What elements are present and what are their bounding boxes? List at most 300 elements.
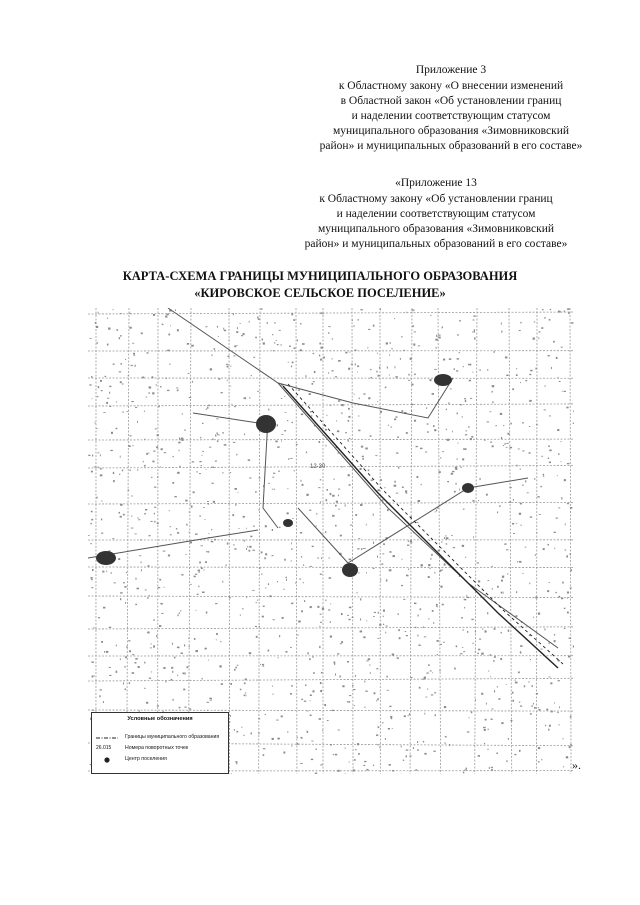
- terrain-speck: [520, 503, 522, 505]
- terrain-speck: [360, 618, 361, 620]
- terrain-speck: [434, 692, 436, 693]
- terrain-speck: [100, 468, 102, 469]
- terrain-speck: [554, 702, 555, 703]
- terrain-speck: [91, 376, 93, 378]
- terrain-speck: [559, 381, 561, 382]
- boundary-line-icon: [96, 734, 118, 742]
- legend-title: Условные обозначения: [127, 716, 193, 722]
- terrain-speck: [220, 641, 221, 642]
- terrain-speck: [406, 750, 409, 751]
- terrain-speck: [208, 551, 209, 553]
- terrain-speck: [170, 526, 172, 527]
- terrain-speck: [492, 709, 494, 710]
- terrain-speck: [395, 416, 397, 417]
- terrain-speck: [102, 500, 103, 501]
- terrain-speck: [436, 604, 438, 606]
- terrain-speck: [179, 438, 180, 440]
- terrain-speck: [436, 335, 437, 337]
- terrain-speck: [339, 675, 340, 677]
- terrain-speck: [353, 325, 354, 326]
- terrain-speck: [501, 580, 503, 582]
- terrain-speck: [197, 471, 198, 472]
- terrain-speck: [154, 487, 156, 488]
- terrain-speck: [168, 555, 170, 557]
- terrain-speck: [434, 572, 435, 574]
- terrain-speck: [433, 751, 435, 752]
- terrain-speck: [534, 478, 535, 480]
- terrain-speck: [385, 632, 386, 634]
- terrain-speck: [320, 690, 322, 692]
- terrain-speck: [332, 710, 334, 711]
- terrain-speck: [561, 461, 562, 462]
- terrain-speck: [529, 452, 531, 454]
- terrain-speck: [561, 497, 562, 499]
- terrain-speck: [272, 477, 274, 478]
- terrain-speck: [327, 489, 329, 491]
- field-line: [88, 710, 574, 711]
- terrain-speck: [101, 519, 102, 521]
- terrain-speck: [463, 651, 465, 652]
- terrain-speck: [93, 627, 94, 628]
- terrain-speck: [330, 744, 332, 746]
- terrain-speck: [151, 672, 152, 673]
- terrain-speck: [363, 548, 366, 549]
- terrain-speck: [387, 690, 389, 691]
- terrain-speck: [497, 512, 498, 514]
- terrain-speck: [129, 682, 130, 684]
- terrain-speck: [423, 741, 424, 743]
- terrain-speck: [497, 686, 498, 687]
- terrain-speck: [338, 489, 340, 490]
- terrain-speck: [335, 376, 337, 377]
- terrain-speck: [537, 496, 539, 497]
- terrain-speck: [155, 428, 157, 429]
- terrain-speck: [566, 555, 568, 557]
- terrain-speck: [189, 532, 190, 533]
- terrain-speck: [462, 416, 463, 417]
- terrain-speck: [533, 703, 534, 704]
- terrain-speck: [172, 671, 173, 673]
- terrain-speck: [513, 499, 514, 501]
- terrain-speck: [523, 573, 524, 574]
- terrain-speck: [297, 339, 298, 341]
- terrain-speck: [267, 322, 268, 324]
- terrain-speck: [395, 376, 397, 378]
- terrain-speck: [152, 461, 154, 463]
- terrain-speck: [429, 540, 430, 541]
- terrain-speck: [298, 621, 301, 623]
- terrain-speck: [484, 729, 486, 731]
- terrain-speck: [530, 516, 532, 517]
- terrain-speck: [338, 495, 339, 497]
- terrain-speck: [570, 553, 571, 555]
- terrain-speck: [260, 664, 261, 665]
- terrain-speck: [436, 606, 437, 607]
- terrain-speck: [424, 636, 427, 637]
- terrain-speck: [251, 375, 252, 376]
- terrain-speck: [258, 718, 260, 719]
- terrain-speck: [144, 662, 145, 664]
- terrain-speck: [473, 536, 474, 537]
- terrain-speck: [315, 773, 317, 774]
- terrain-speck: [320, 539, 321, 540]
- terrain-speck: [290, 693, 292, 695]
- terrain-speck: [558, 453, 559, 455]
- terrain-speck: [124, 586, 126, 588]
- settlement: [96, 551, 116, 565]
- terrain-speck: [90, 523, 92, 524]
- terrain-speck: [357, 743, 359, 745]
- terrain-speck: [194, 638, 196, 640]
- terrain-speck: [277, 581, 278, 582]
- terrain-speck: [520, 525, 522, 526]
- terrain-speck: [540, 486, 542, 487]
- terrain-speck: [383, 624, 384, 625]
- terrain-speck: [132, 445, 133, 446]
- terrain-speck: [393, 555, 396, 557]
- terrain-speck: [324, 704, 326, 706]
- terrain-speck: [406, 432, 408, 434]
- terrain-speck: [419, 687, 421, 689]
- terrain-speck: [207, 710, 208, 711]
- terrain-speck: [374, 612, 376, 613]
- terrain-speck: [357, 372, 358, 373]
- terrain-speck: [279, 635, 280, 637]
- terrain-speck: [360, 631, 363, 633]
- terrain-speck: [325, 429, 327, 431]
- terrain-speck: [444, 563, 446, 565]
- terrain-speck: [389, 354, 390, 355]
- terrain-speck: [227, 543, 229, 545]
- terrain-speck: [373, 542, 374, 544]
- terrain-speck: [109, 627, 112, 628]
- terrain-speck: [426, 673, 428, 674]
- terrain-speck: [234, 345, 236, 347]
- terrain-speck: [289, 346, 291, 347]
- terrain-speck: [490, 654, 492, 656]
- terrain-speck: [464, 599, 467, 600]
- road: [263, 418, 278, 528]
- terrain-speck: [174, 496, 176, 497]
- terrain-speck: [175, 309, 176, 311]
- terrain-speck: [230, 386, 231, 387]
- terrain-speck: [307, 652, 308, 654]
- terrain-speck: [471, 436, 473, 438]
- terrain-speck: [309, 510, 311, 511]
- terrain-speck: [313, 690, 315, 692]
- terrain-speck: [329, 557, 330, 559]
- terrain-speck: [288, 362, 289, 363]
- terrain-speck: [229, 597, 231, 599]
- legend-point-code: 26.015: [96, 745, 112, 751]
- terrain-speck: [303, 564, 304, 566]
- terrain-speck: [517, 561, 518, 563]
- terrain-speck: [430, 315, 431, 316]
- terrain-speck: [196, 610, 197, 611]
- terrain-speck: [562, 391, 563, 392]
- terrain-speck: [310, 566, 312, 567]
- terrain-speck: [332, 338, 333, 339]
- terrain-speck: [133, 353, 135, 355]
- terrain-speck: [284, 430, 286, 431]
- terrain-speck: [295, 582, 296, 583]
- terrain-speck: [349, 701, 350, 703]
- terrain-speck: [126, 572, 127, 573]
- terrain-speck: [176, 388, 178, 389]
- terrain-speck: [94, 675, 95, 676]
- terrain-speck: [498, 698, 500, 700]
- terrain-speck: [529, 400, 532, 402]
- terrain-speck: [131, 516, 132, 517]
- terrain-speck: [224, 330, 226, 332]
- terrain-speck: [217, 432, 218, 434]
- terrain-speck: [570, 744, 572, 746]
- terrain-speck: [349, 484, 351, 486]
- terrain-speck: [92, 398, 93, 399]
- terrain-speck: [447, 481, 449, 482]
- terrain-speck: [368, 397, 370, 399]
- terrain-speck: [145, 509, 147, 511]
- terrain-speck: [157, 706, 159, 707]
- terrain-speck: [290, 458, 292, 459]
- terrain-speck: [465, 434, 467, 435]
- terrain-speck: [116, 329, 118, 331]
- terrain-speck: [118, 558, 120, 560]
- terrain-speck: [329, 577, 332, 579]
- terrain-speck: [348, 474, 350, 476]
- terrain-speck: [172, 482, 174, 484]
- terrain-speck: [497, 586, 499, 588]
- terrain-speck: [243, 735, 244, 736]
- terrain-speck: [373, 568, 375, 569]
- terrain-speck: [332, 358, 333, 359]
- terrain-speck: [284, 396, 285, 397]
- terrain-speck: [538, 761, 540, 762]
- terrain-speck: [446, 409, 447, 410]
- terrain-speck: [210, 368, 212, 370]
- terrain-speck: [109, 667, 111, 668]
- terrain-speck: [160, 603, 162, 605]
- terrain-speck: [488, 749, 489, 750]
- terrain-speck: [355, 749, 357, 750]
- terrain-speck: [430, 379, 432, 381]
- terrain-speck: [95, 422, 96, 423]
- terrain-speck: [286, 579, 287, 581]
- terrain-speck: [334, 664, 335, 665]
- terrain-speck: [228, 356, 230, 357]
- terrain-speck: [566, 407, 568, 409]
- terrain-speck: [97, 452, 99, 453]
- terrain-speck: [129, 445, 131, 447]
- terrain-speck: [549, 582, 550, 583]
- terrain-speck: [92, 455, 93, 457]
- terrain-speck: [445, 736, 447, 737]
- terrain-speck: [273, 473, 275, 474]
- terrain-speck: [573, 411, 574, 412]
- terrain-speck: [302, 343, 305, 345]
- terrain-speck: [470, 364, 471, 366]
- terrain-speck: [329, 350, 330, 351]
- terrain-speck: [243, 516, 245, 518]
- terrain-speck: [148, 565, 150, 567]
- terrain-speck: [360, 598, 361, 600]
- terrain-speck: [519, 330, 521, 331]
- terrain-speck: [164, 587, 165, 588]
- terrain-speck: [158, 406, 160, 407]
- terrain-speck: [177, 647, 180, 649]
- terrain-speck: [153, 314, 155, 316]
- terrain-speck: [326, 445, 327, 447]
- terrain-speck: [293, 319, 295, 321]
- terrain-speck: [471, 619, 473, 620]
- terrain-speck: [453, 547, 456, 548]
- terrain-speck: [459, 320, 461, 322]
- terrain-speck: [179, 612, 180, 613]
- terrain-speck: [352, 685, 354, 686]
- terrain-speck: [536, 532, 537, 533]
- terrain-speck: [249, 546, 251, 548]
- terrain-speck: [242, 608, 244, 609]
- terrain-speck: [153, 645, 155, 647]
- terrain-speck: [391, 718, 393, 719]
- terrain-speck: [501, 632, 502, 634]
- terrain-speck: [516, 374, 518, 376]
- terrain-speck: [538, 337, 539, 339]
- terrain-speck: [371, 480, 373, 481]
- terrain-speck: [454, 668, 455, 670]
- legend-item-point-numbers: [96, 745, 225, 753]
- terrain-speck: [398, 467, 399, 469]
- terrain-speck: [123, 411, 124, 413]
- terrain-speck: [167, 350, 170, 352]
- terrain-speck: [500, 413, 502, 415]
- terrain-speck: [366, 524, 367, 526]
- terrain-speck: [368, 470, 369, 472]
- terrain-speck: [530, 659, 531, 660]
- terrain-speck: [144, 411, 145, 412]
- terrain-speck: [457, 358, 459, 360]
- terrain-speck: [190, 542, 193, 544]
- terrain-speck: [277, 738, 280, 740]
- terrain-speck: [410, 542, 412, 543]
- terrain-speck: [211, 541, 213, 542]
- terrain-speck: [460, 653, 463, 654]
- terrain-speck: [135, 604, 137, 605]
- terrain-speck: [391, 427, 393, 428]
- terrain-speck: [152, 376, 154, 378]
- terrain-speck: [168, 334, 170, 336]
- terrain-speck: [472, 500, 474, 501]
- terrain-speck: [397, 436, 399, 438]
- terrain-speck: [492, 401, 493, 403]
- terrain-speck: [135, 534, 137, 535]
- terrain-speck: [230, 715, 231, 717]
- terrain-speck: [234, 729, 235, 731]
- terrain-speck: [455, 467, 458, 469]
- terrain-speck: [202, 592, 205, 594]
- terrain-speck: [158, 587, 161, 588]
- terrain-speck: [370, 672, 371, 673]
- terrain-speck: [325, 600, 326, 602]
- terrain-speck: [451, 535, 453, 536]
- terrain-speck: [251, 733, 253, 735]
- terrain-speck: [249, 321, 250, 323]
- terrain-speck: [189, 512, 190, 513]
- terrain-speck: [541, 327, 543, 329]
- terrain-speck: [182, 413, 183, 414]
- terrain-speck: [354, 759, 356, 761]
- terrain-speck: [569, 638, 571, 639]
- terrain-speck: [120, 363, 122, 364]
- field-line: [88, 502, 574, 504]
- terrain-speck: [273, 350, 275, 351]
- terrain-speck: [505, 357, 508, 359]
- terrain-speck: [320, 501, 321, 503]
- terrain-speck: [388, 728, 390, 730]
- terrain-speck: [144, 465, 146, 467]
- terrain-speck: [309, 393, 311, 395]
- terrain-speck: [261, 574, 262, 575]
- terrain-speck: [421, 484, 422, 485]
- terrain-speck: [245, 695, 246, 697]
- terrain-speck: [507, 433, 509, 435]
- terrain-speck: [257, 600, 258, 601]
- terrain-speck: [514, 754, 516, 755]
- terrain-speck: [128, 640, 130, 641]
- terrain-speck: [446, 429, 447, 430]
- legend-label: Границы муниципального образования: [125, 734, 220, 740]
- terrain-speck: [548, 440, 549, 441]
- terrain-speck: [215, 603, 217, 604]
- terrain-speck: [243, 333, 245, 335]
- terrain-speck: [355, 675, 356, 677]
- terrain-speck: [535, 597, 537, 599]
- terrain-speck: [461, 617, 463, 619]
- terrain-speck: [98, 312, 99, 314]
- terrain-speck: [108, 328, 110, 330]
- terrain-speck: [463, 366, 464, 367]
- terrain-speck: [287, 731, 288, 733]
- terrain-speck: [281, 398, 283, 399]
- terrain-speck: [414, 331, 416, 332]
- terrain-speck: [454, 491, 456, 493]
- terrain-speck: [464, 398, 466, 399]
- terrain-speck: [191, 506, 193, 508]
- terrain-speck: [127, 411, 129, 412]
- terrain-speck: [438, 550, 440, 552]
- terrain-speck: [278, 471, 279, 472]
- terrain-speck: [492, 391, 493, 392]
- terrain-speck: [389, 551, 391, 553]
- terrain-speck: [218, 336, 219, 337]
- terrain-speck: [301, 610, 303, 612]
- terrain-speck: [316, 748, 317, 750]
- terrain-speck: [274, 489, 275, 490]
- terrain-speck: [227, 380, 228, 381]
- terrain-speck: [135, 662, 137, 664]
- terrain-speck: [554, 640, 556, 642]
- terrain-speck: [401, 410, 403, 412]
- terrain-speck: [249, 550, 251, 552]
- terrain-speck: [570, 507, 573, 509]
- terrain-speck: [350, 524, 351, 526]
- terrain-speck: [345, 432, 347, 433]
- terrain-speck: [405, 490, 407, 492]
- terrain-speck: [314, 371, 316, 373]
- terrain-speck: [113, 472, 114, 474]
- terrain-speck: [554, 548, 555, 549]
- terrain-speck: [504, 543, 506, 544]
